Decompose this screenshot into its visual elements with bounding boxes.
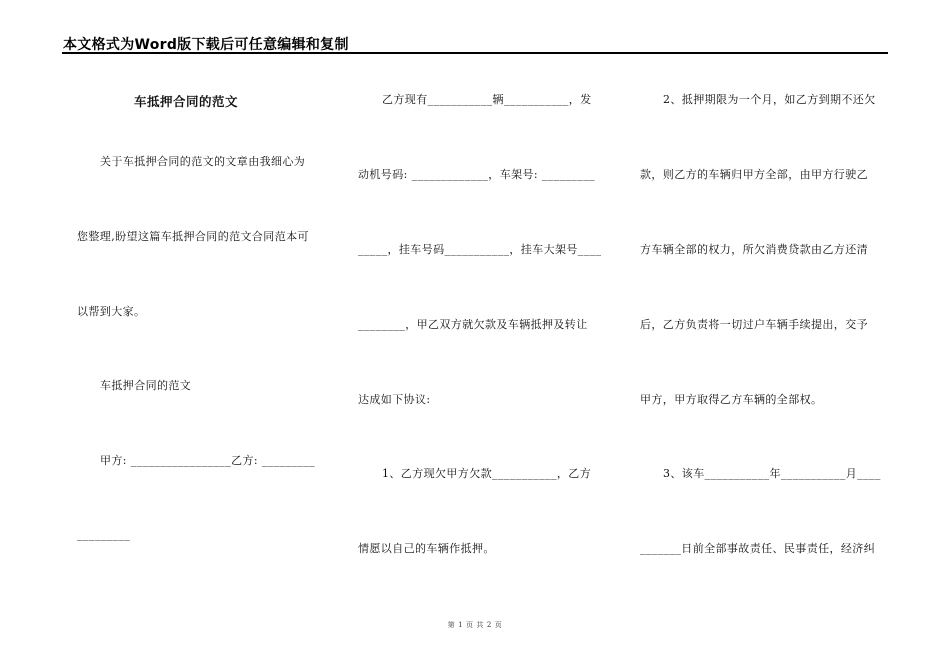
paragraph-line: 甲方，甲方取得乙方车辆的全部权。 (640, 393, 823, 406)
paragraph-line: 动机号码: _____________，车架号: _________ (358, 168, 596, 181)
document-header-title: 本文格式为Word版下载后可任意编辑和复制 (63, 37, 349, 53)
section-heading: 车抵押合同的范文 (100, 379, 192, 392)
paragraph-line: 款，则乙方的车辆归甲方全部，由甲方行驶乙 (640, 168, 868, 181)
paragraph-line: 达成如下协议: (358, 393, 431, 406)
page-number: 第 1 页 共 2 页 (447, 621, 503, 629)
paragraph-line: 关于车抵押合同的范文的文章由我细心为 (100, 155, 306, 168)
clause-2: 2、抵押期限为一个月，如乙方到期不还欠 (663, 93, 876, 106)
paragraph-line: _______日前全部事故责任、民事责任，经济纠 (640, 542, 876, 555)
clause-1: 1、乙方现欠甲方欠款___________，乙方 (382, 467, 592, 480)
paragraph-line: _________ (77, 528, 131, 541)
paragraph-line: _____，挂车号码___________，挂车大架号____ (358, 243, 602, 256)
party-line: 甲方: _________________乙方: _________ (100, 454, 316, 467)
paragraph-line: 情愿以自己的车辆作抵押。 (358, 542, 495, 555)
paragraph-line: 方车辆全部的权力，所欠消费贷款由乙方还清 (640, 243, 868, 256)
paragraph-line: 乙方现有___________辆___________，发 (382, 93, 592, 106)
clause-3: 3、该车___________年___________月____ (663, 467, 881, 480)
contract-title: 车抵押合同的范文 (134, 94, 239, 109)
header-divider (62, 52, 888, 54)
paragraph-line: 后，乙方负责将一切过户车辆手续提出，交予 (640, 318, 868, 331)
paragraph-line: ________，甲乙双方就欠款及车辆抵押及转让 (358, 318, 588, 331)
paragraph-line: 以帮到大家。 (77, 305, 146, 318)
paragraph-line: 您整理,盼望这篇车抵押合同的范文合同范本可 (77, 230, 309, 243)
